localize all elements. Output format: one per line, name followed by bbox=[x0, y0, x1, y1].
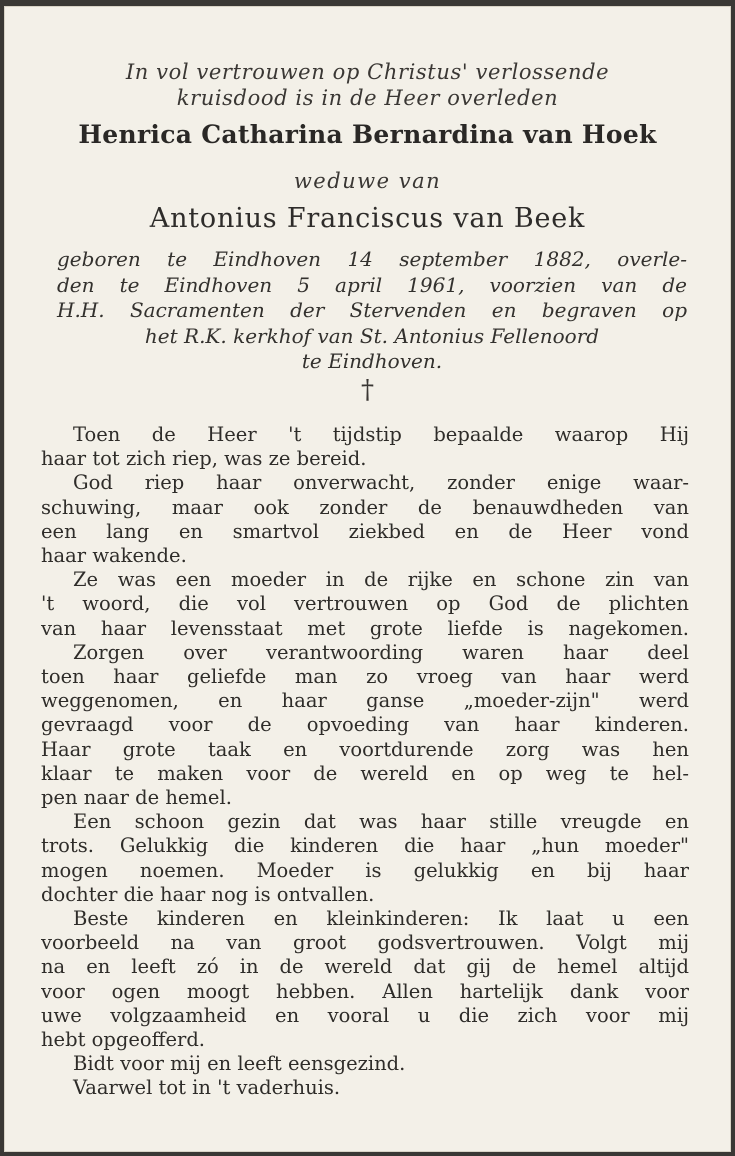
text-line: hebt opgeofferd. bbox=[41, 1028, 205, 1052]
text-line: 't woord, die vol vertrouwen op God de plichten bbox=[41, 592, 689, 616]
bio-line: te Eindhoven. bbox=[301, 349, 443, 373]
text-line: Toen de Heer 't tijdstip bepaalde waarop Hij bbox=[73, 423, 689, 446]
text-line: Haar grote taak en voortdurende zorg was hen bbox=[41, 737, 689, 761]
bio-line: het R.K. kerkhof van St. Antonius Fellenoord bbox=[144, 323, 600, 348]
bio-line: den te Eindhoven 5 april 1961, voorzien van de bbox=[57, 272, 687, 297]
text-line: dochter die haar nog is ontvallen. bbox=[41, 882, 375, 906]
bio-line: geboren te Eindhoven 14 september 1882, overle- bbox=[57, 247, 687, 271]
memorial-card bbox=[4, 6, 731, 1152]
text-line: Bidt voor mij en leeft eensgezind. bbox=[73, 1052, 406, 1076]
text-line: mogen noemen. Moeder is gelukkig en bij haar bbox=[41, 858, 689, 882]
text-line: na en leeft zó in de wereld dat gij de hemel altijd bbox=[41, 955, 689, 979]
text-line: gevraagd voor de opvoeding van haar kinderen. bbox=[41, 713, 689, 737]
text-line: voor ogen moogt hebben. Allen hartelijk dank voor bbox=[41, 979, 689, 1003]
text-line: trots. Gelukkig die kinderen die haar „hun moeder" bbox=[41, 834, 689, 858]
text-line: weggenomen, en haar ganse „moeder-zijn" werd bbox=[41, 689, 689, 713]
text-line: pen naar de hemel. bbox=[41, 786, 232, 810]
text-line: Een schoon gezin dat was haar stille vreugde en bbox=[73, 810, 689, 834]
cross-icon: † bbox=[361, 375, 374, 405]
intro-line: kruisdood is in de Heer overleden bbox=[176, 86, 559, 110]
intro-text bbox=[5, 59, 730, 111]
text-line: schuwing, maar ook zonder de benauwdheden van bbox=[41, 495, 689, 519]
husband-name: Antonius Franciscus van Beek bbox=[149, 203, 586, 234]
text-line: uwe volgzaamheid en vooral u die zich voor mij bbox=[41, 1003, 689, 1027]
intro-line: In vol vertrouwen op Christus' verlossende bbox=[125, 60, 610, 84]
text-line: haar wakende. bbox=[41, 544, 187, 568]
text-line: van haar levensstaat met grote liefde is nagekomen. bbox=[41, 616, 689, 640]
text-line: God riep haar onverwacht, zonder enige waar- bbox=[73, 471, 689, 495]
text-line: toen haar geliefde man zo vroeg van haar werd bbox=[41, 665, 689, 689]
memorial-text bbox=[41, 423, 689, 1101]
deceased-name: Henrica Catharina Bernardina van Hoek bbox=[78, 120, 657, 149]
text-line: haar tot zich riep, was ze bereid. bbox=[41, 447, 367, 471]
text-line: Beste kinderen en kleinkinderen: Ik laat u een bbox=[73, 907, 689, 931]
text-line: Ze was een moeder in de rijke en schone zin van bbox=[73, 568, 689, 592]
widow-of-label: weduwe van bbox=[293, 169, 442, 193]
text-line: klaar te maken voor de wereld en op weg te hel- bbox=[41, 761, 689, 785]
text-line: een lang en smartvol ziekbed en de Heer vond bbox=[41, 519, 689, 543]
text-line: Vaarwel tot in 't vaderhuis. bbox=[73, 1076, 341, 1100]
text-line: voorbeeld na van groot godsvertrouwen. Volgt mij bbox=[41, 931, 689, 955]
bio-line: H.H. Sacramenten der Stervenden en begraven op bbox=[57, 298, 687, 322]
biography bbox=[57, 247, 687, 375]
text-line: Zorgen over verantwoording waren haar deel bbox=[73, 640, 689, 664]
